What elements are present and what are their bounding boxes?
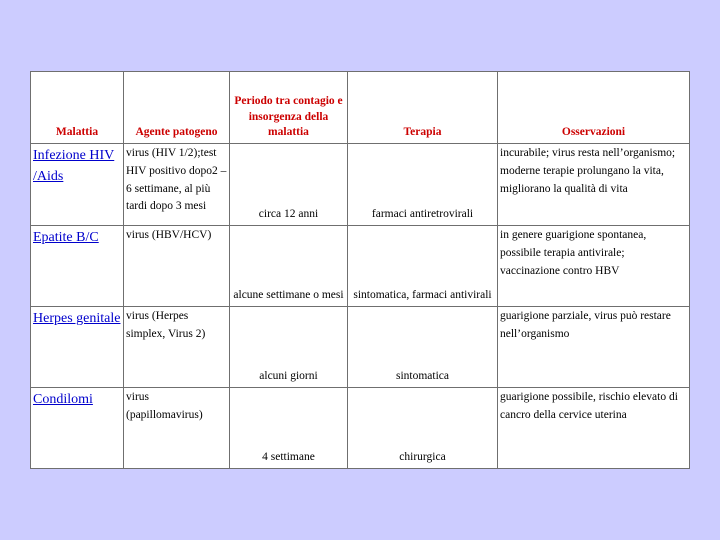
- header-row: [31, 72, 690, 144]
- table-row: [31, 226, 690, 307]
- agent-cell: virus (HIV 1/2);test HIV positivo dopo2 – 6 settimane, al più tardi dopo 3 mesi: [124, 144, 230, 226]
- table-row: [31, 388, 690, 469]
- disease-link[interactable]: Epatite B/C: [33, 230, 99, 245]
- table-row: [31, 144, 690, 226]
- notes-cell: guarigione possibile, rischio elevato di cancro della cervice uterina: [498, 388, 690, 469]
- agent-cell: virus (HBV/HCV): [124, 226, 230, 307]
- agent-cell: virus (Herpes simplex, Virus 2): [124, 307, 230, 388]
- agent-cell: virus (papillomavirus): [124, 388, 230, 469]
- header-agent: Agente patogeno: [124, 72, 230, 144]
- disease-cell[interactable]: [31, 144, 124, 226]
- disease-cell[interactable]: [31, 226, 124, 307]
- header-notes: Osservazioni: [498, 72, 690, 144]
- period-cell: 4 settimane: [230, 388, 348, 469]
- header-period: Periodo tra contagio e insorgenza della malattia: [230, 72, 348, 144]
- therapy-cell: sintomatica: [348, 307, 498, 388]
- disease-cell[interactable]: [31, 388, 124, 469]
- disease-link[interactable]: Condilomi: [33, 392, 93, 407]
- disease-table: [30, 71, 690, 469]
- header-therapy: Terapia: [348, 72, 498, 144]
- period-cell: alcuni giorni: [230, 307, 348, 388]
- notes-cell: incurabile; virus resta nell’organismo; moderne terapie prolungano la vita, migliorano la qualità di vita: [498, 144, 690, 226]
- therapy-cell: sintomatica, farmaci antivirali: [348, 226, 498, 307]
- table-row: [31, 307, 690, 388]
- disease-link[interactable]: Infezione HIV /Aids: [33, 148, 115, 184]
- notes-cell: guarigione parziale, virus può restare nell’organismo: [498, 307, 690, 388]
- header-disease: Malattia: [31, 72, 124, 144]
- notes-cell: in genere guarigione spontanea, possibile terapia antivirale; vaccinazione contro HBV: [498, 226, 690, 307]
- period-cell: circa 12 anni: [230, 144, 348, 226]
- therapy-cell: chirurgica: [348, 388, 498, 469]
- disease-cell[interactable]: [31, 307, 124, 388]
- period-cell: alcune settimane o mesi: [230, 226, 348, 307]
- disease-link[interactable]: Herpes genitale: [33, 311, 121, 326]
- therapy-cell: farmaci antiretrovirali: [348, 144, 498, 226]
